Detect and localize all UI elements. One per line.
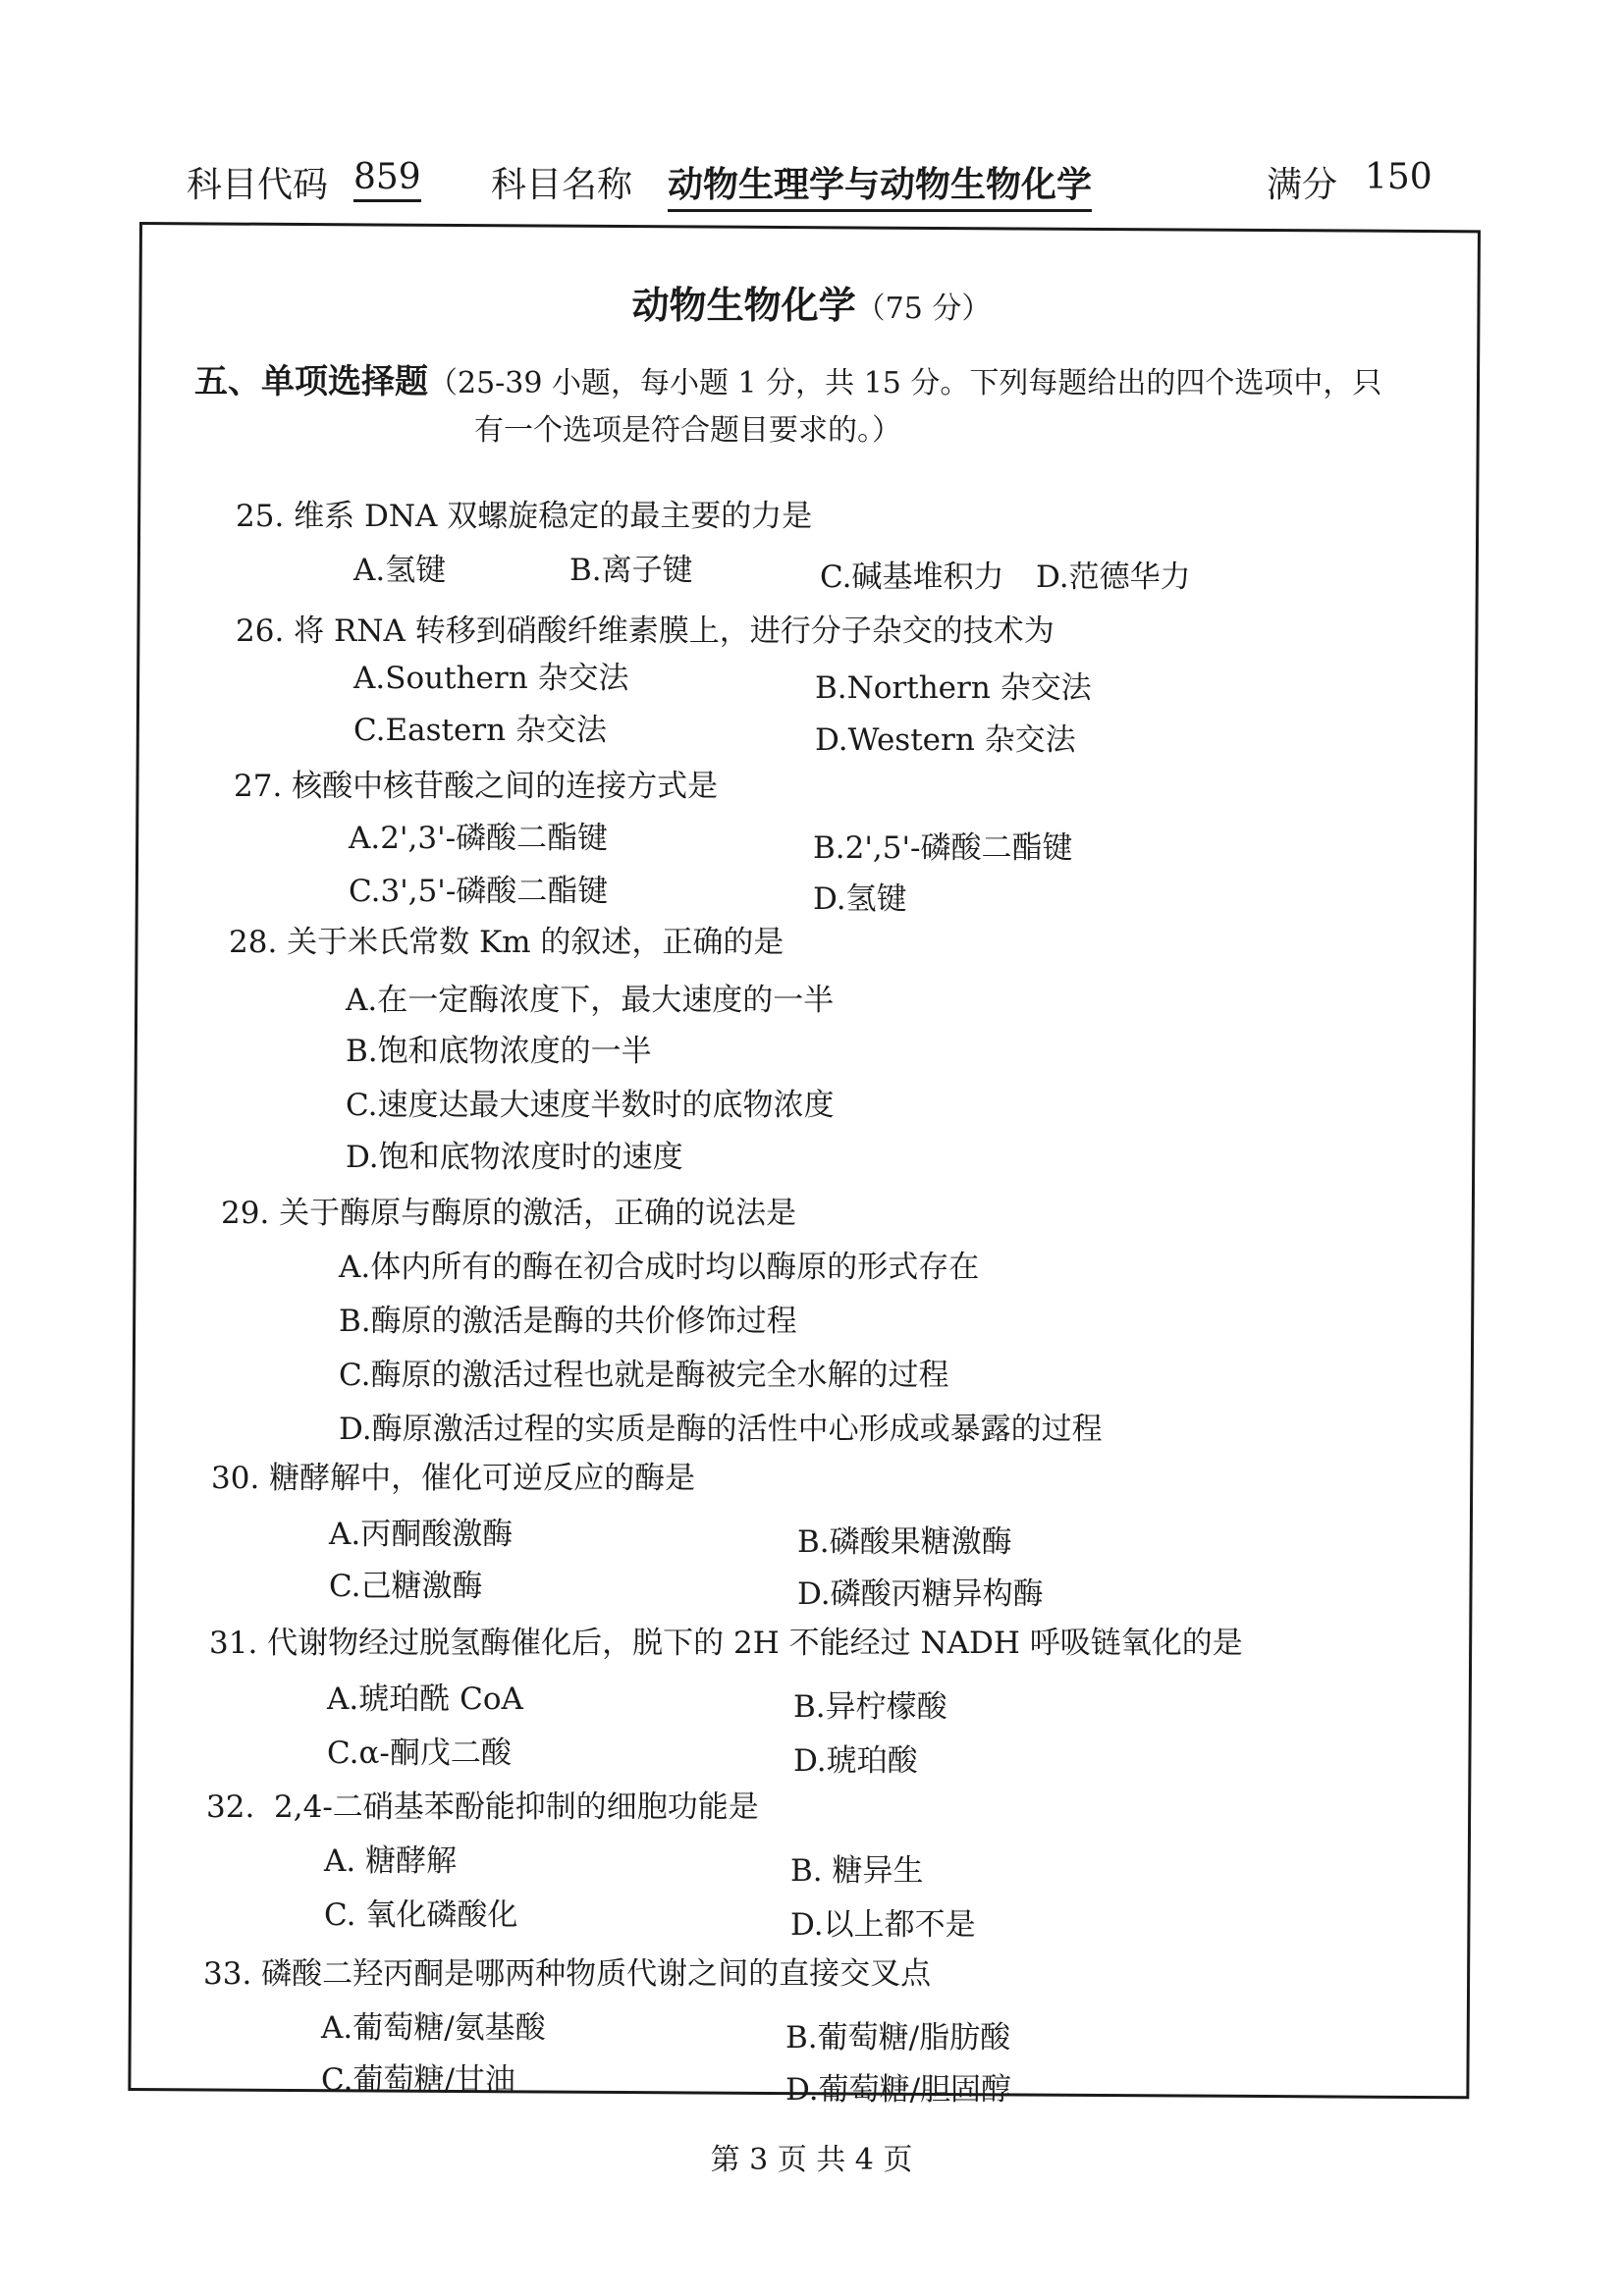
part-title-text: 动物生物化学 [631,283,856,327]
option: D.葡萄糖/胆固醇 [785,2072,1012,2108]
subject-name-value: 动物生理学与动物生物化学 [668,157,1092,212]
part-title [0,275,1623,329]
full-score-label: 满分 [1267,165,1338,205]
option: B.异柠檬酸 [793,1689,947,1725]
question-27: 27. 核酸中核苷酸之间的连接方式是 [234,769,719,804]
section-instructions-2: 有一个选项是符合题目要求的。） [474,413,901,448]
part-points: （75 分） [855,292,992,326]
option: C.α-酮戊二酸 [327,1735,512,1771]
option: C.葡萄糖/甘油 [321,2062,515,2098]
question-25: 25. 维系 DNA 双螺旋稳定的最主要的力是 [236,499,813,534]
option: B.葡萄糖/脂肪酸 [785,2020,1011,2056]
option: D.琥珀酸 [793,1743,918,1779]
option: C.己糖激酶 [329,1569,483,1604]
section-heading [194,358,1471,454]
option: B.离子键 [569,553,693,588]
option: A.丙酮酸激酶 [329,1517,514,1552]
option: C.Eastern 杂交法 [353,713,607,748]
option: C. 氧化磷酸化 [324,1897,518,1933]
option: D.以上都不是 [790,1907,976,1943]
option: D.Western 杂交法 [815,722,1076,758]
option: B. 糖异生 [790,1853,924,1889]
option: C.速度达最大速度半数时的底物浓度 [346,1088,835,1123]
option: A. 糖酵解 [324,1843,458,1879]
option: A.在一定酶浓度下，最大速度的一半 [346,983,835,1018]
subject-code-label: 科目代码 [187,165,329,205]
option: A.葡萄糖/氨基酸 [321,2010,546,2046]
question-32: 32. 2,4-二硝基苯酚能抑制的细胞功能是 [206,1789,759,1825]
option: D.酶原激活过程的实质是酶的活性中心形成或暴露的过程 [339,1412,1103,1447]
question-30: 30. 糖酵解中，催化可逆反应的酶是 [211,1461,696,1496]
section-title: 五、单项选择题 [194,362,428,401]
question-28: 28. 关于米氏常数 Km 的叙述，正确的是 [229,925,784,960]
question-26: 26. 将 RNA 转移到硝酸纤维素膜上，进行分子杂交的技术为 [236,614,1055,649]
option: A.体内所有的酶在初合成时均以酶原的形式存在 [339,1250,980,1285]
option: B.2',5'-磷酸二酯键 [813,830,1073,866]
option: D.饱和底物浓度时的速度 [346,1140,683,1175]
exam-header [187,157,1463,216]
option: C.碱基堆积力 [820,560,1004,595]
option: B.酶原的激活是酶的共价修饰过程 [339,1304,797,1339]
option: A.氢键 [353,553,447,588]
option: D.磷酸丙糖异构酶 [797,1576,1044,1612]
option: D.氢键 [813,881,907,917]
full-score-value: 150 [1365,157,1433,197]
question-29: 29. 关于酶原与酶原的激活，正确的说法是 [221,1196,797,1231]
option: B.磷酸果糖激酶 [797,1524,1012,1560]
question-33: 33. 磷酸二羟丙酮是哪两种物质代谢之间的直接交叉点 [203,1956,932,1992]
option: B.Northern 杂交法 [815,670,1092,706]
option: C.3',5'-磷酸二酯键 [349,874,609,909]
option: A.Southern 杂交法 [353,661,629,696]
question-31: 31. 代谢物经过脱氢酶催化后，脱下的 2H 不能经过 NADH 呼吸链氧化的是 [209,1626,1243,1661]
option: A.2',3'-磷酸二酯键 [349,821,609,856]
subject-name-label: 科目名称 [491,165,633,205]
section-instructions-1: （25-39 小题，每小题 1 分，共 15 分。下列每题给出的四个选项中，只 [428,366,1382,400]
option: B.饱和底物浓度的一半 [346,1034,652,1069]
subject-code-value: 859 [353,157,421,202]
page-number: 第 3 页 共 4 页 [710,2143,913,2177]
option: C.酶原的激活过程也就是酶被完全水解的过程 [339,1358,949,1393]
option: D.范德华力 [1036,560,1191,595]
option: A.琥珀酰 CoA [327,1682,523,1717]
